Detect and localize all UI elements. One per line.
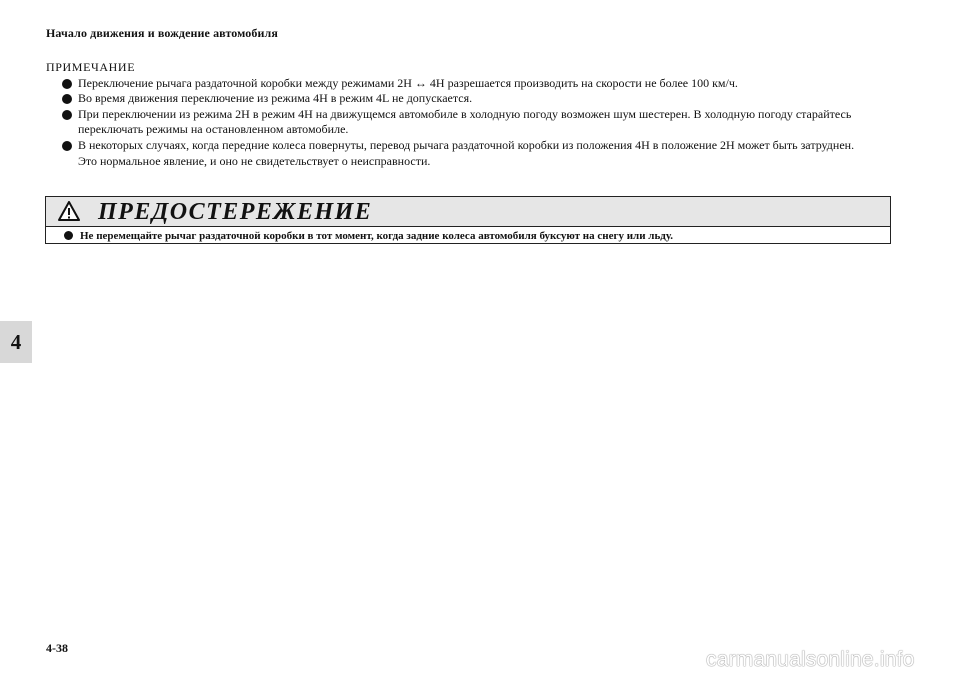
note-item-extra-text: Это нормальное явление, и оно не свидетельствует о неисправности.: [78, 153, 431, 168]
warning-item-text: Не перемещайте рычаг раздаточной коробки в тот момент, когда задние колеса автомобиля буксуют на снегу или льду.: [80, 230, 673, 242]
bullet-icon: [62, 141, 72, 151]
bullet-icon: [64, 231, 73, 240]
note-item: [46, 91, 896, 107]
note-block: [46, 60, 896, 169]
warning-item: [46, 227, 890, 244]
warning-title: ПРЕДОСТЕРЕЖЕНИЕ: [98, 199, 373, 225]
bullet-icon: [62, 79, 72, 89]
chapter-tab: 4: [0, 321, 32, 363]
warning-header: [46, 197, 890, 227]
warning-box: [45, 196, 891, 244]
note-item-text: Во время движения переключение из режима 4H в режим 4L не допускается.: [78, 91, 473, 106]
watermark: carmanualsonline.info: [706, 648, 915, 671]
note-item-text: В некоторых случаях, когда передние колеса повернуты, перевод рычага раздаточной коробки из положения 4H в положение 2H может быть затруднен.: [78, 137, 855, 152]
note-item-text: При переключении из режима 2H в режим 4H на движущемся автомобиле в холодную погоду возможен шум шестерен. В холодную погоду старайтесь переключать режимы на остановленном автомобиле.: [78, 106, 852, 137]
note-item: [46, 138, 896, 169]
page-number: 4-38: [46, 641, 68, 655]
note-title: ПРИМЕЧАНИЕ: [46, 60, 136, 74]
note-item: [46, 76, 896, 92]
note-item: [46, 107, 896, 138]
warning-triangle-icon: [58, 201, 80, 221]
bullet-icon: [62, 94, 72, 104]
running-header: Начало движения и вождение автомобиля: [46, 26, 278, 40]
bullet-icon: [62, 110, 72, 120]
note-list: [46, 76, 896, 170]
note-item-text: Переключение рычага раздаточной коробки между режимами 2H ↔ 4H разрешается производить на скорости не более 100 км/ч.: [78, 75, 738, 90]
